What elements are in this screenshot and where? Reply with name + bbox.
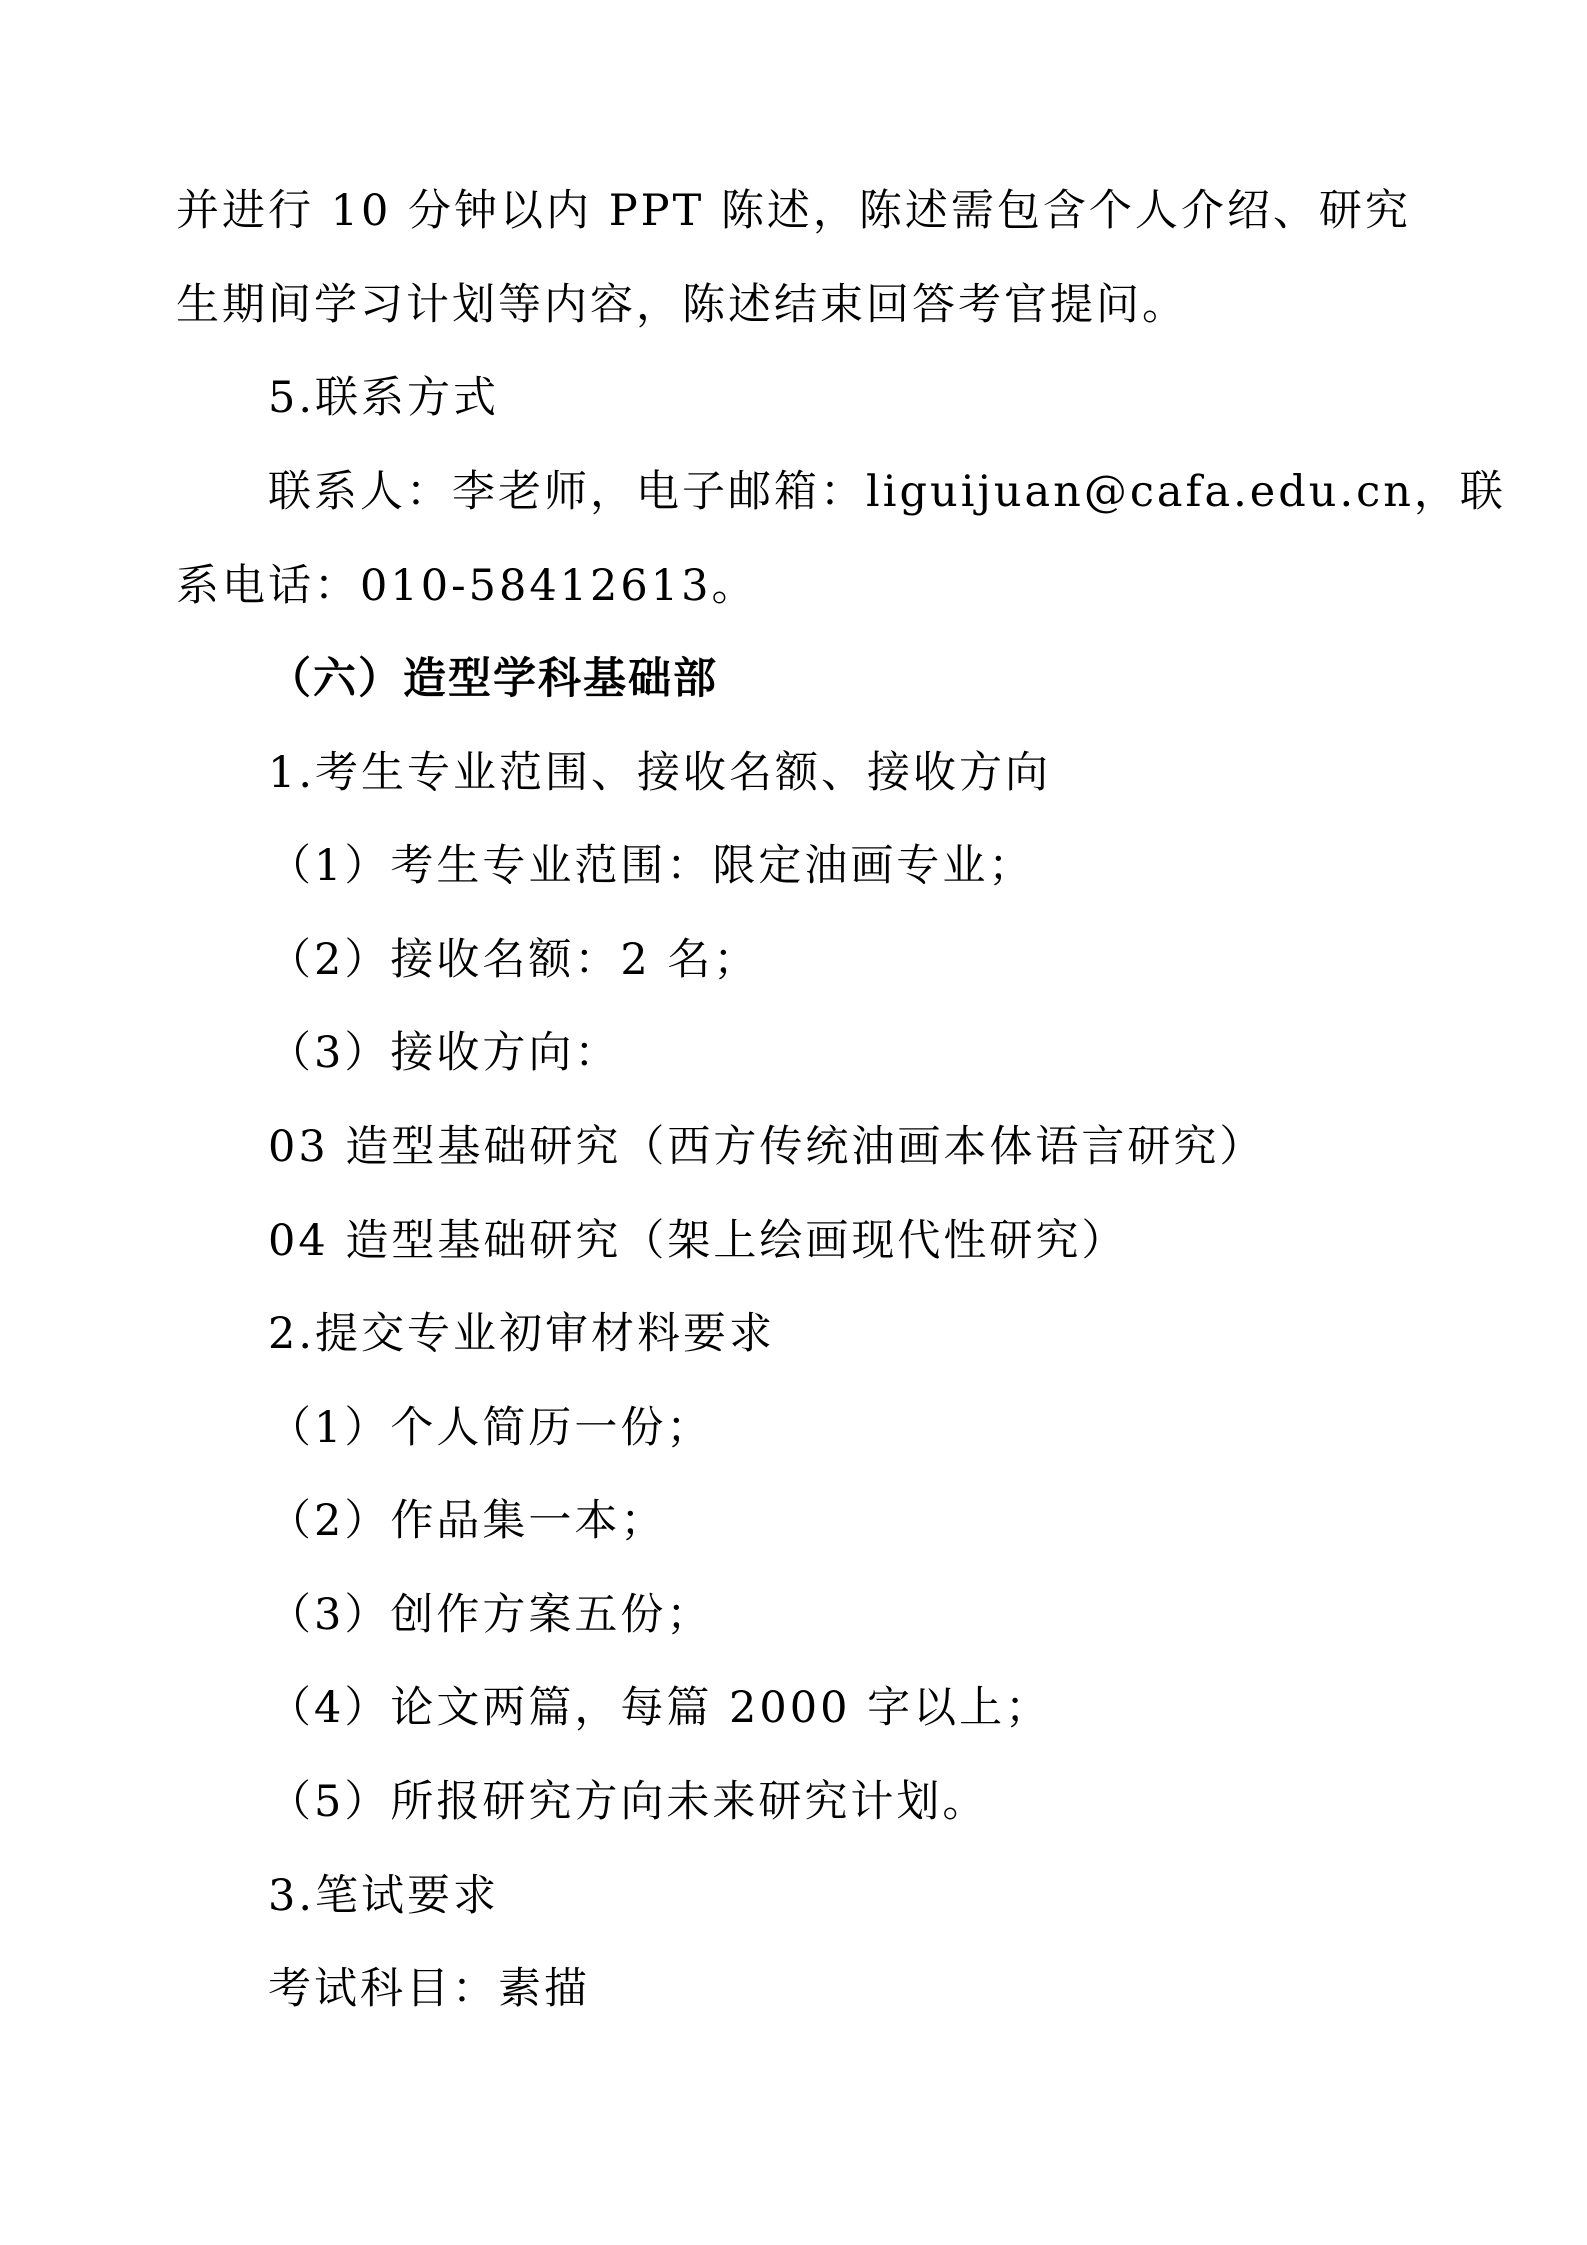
list-item: （3）创作方案五份； — [268, 1590, 713, 1640]
direction-item: 03 造型基础研究（西方传统油画本体语言研究） — [268, 1122, 1266, 1172]
chapter-heading: （六）造型学科基础部 — [268, 654, 718, 704]
paragraph-line: 系电话：010-58412613。 — [176, 561, 758, 611]
list-item: （3）接收方向： — [268, 1028, 621, 1078]
list-item: （5）所报研究方向未来研究计划。 — [268, 1777, 989, 1827]
list-item: （1）考生专业范围：限定油画专业； — [268, 841, 1035, 891]
section-heading: 1.考生专业范围、接收名额、接收方向 — [268, 748, 1052, 798]
list-item: （4）论文两篇，每篇 2000 字以上； — [268, 1683, 1052, 1733]
direction-item: 04 造型基础研究（架上绘画现代性研究） — [268, 1216, 1128, 1266]
paragraph-line: 联系人：李老师，电子邮箱：liguijuan@cafa.edu.cn，联 — [268, 467, 1506, 517]
list-item: （2）作品集一本； — [268, 1496, 667, 1546]
list-item: （1）个人简历一份； — [268, 1403, 713, 1453]
section-heading: 2.提交专业初审材料要求 — [268, 1309, 776, 1359]
list-item: （2）接收名额：2 名； — [268, 935, 760, 985]
paragraph-line: 并进行 10 分钟以内 PPT 陈述，陈述需包含个人介绍、研究 — [176, 186, 1411, 236]
section-heading: 5.联系方式 — [268, 373, 500, 423]
paragraph-line: 生期间学习计划等内容，陈述结束回答考官提问。 — [176, 280, 1188, 330]
section-heading: 3.笔试要求 — [268, 1871, 500, 1921]
paragraph-line: 考试科目：素描 — [268, 1964, 590, 2014]
